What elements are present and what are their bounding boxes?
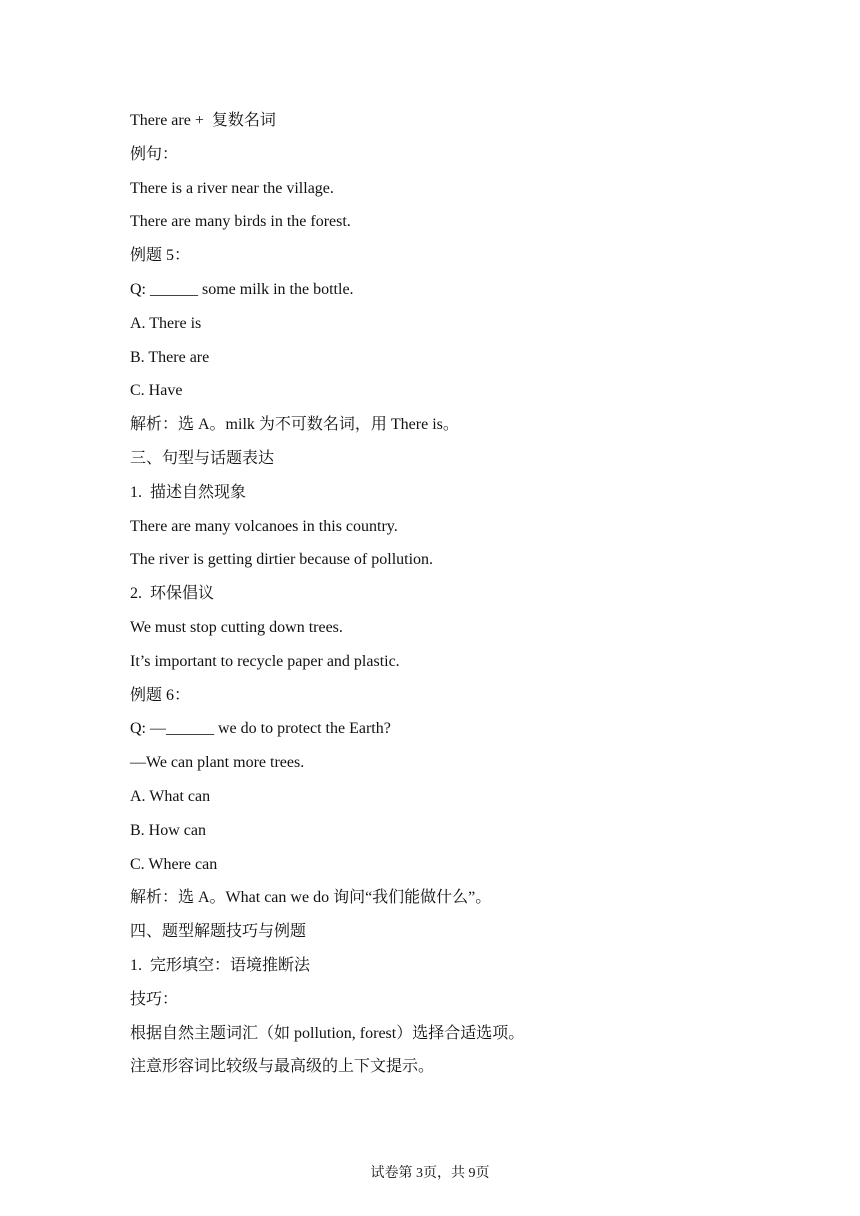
dialogue-response: —We can plant more trees. bbox=[130, 754, 305, 772]
example-sentence: There are many volcanoes in this country. bbox=[130, 517, 398, 535]
page-number-footer: 试卷第 3页，共 9页 bbox=[370, 1166, 490, 1181]
question-text: Q: —______ we do to protect the Earth? bbox=[130, 720, 391, 738]
tip-text: 根据自然主题词汇（如 pollution, forest）选择合适选项。 bbox=[130, 1024, 525, 1042]
answer-explanation: 解析：选 A。What can we do 询问“我们能做什么”。 bbox=[130, 889, 492, 907]
grammar-rule-there-are: There are + 复数名词 bbox=[130, 112, 276, 129]
tips-label: 技巧： bbox=[130, 990, 179, 1008]
answer-option: A. There is bbox=[130, 314, 202, 332]
section-heading: 四、题型解题技巧与例题 bbox=[130, 923, 307, 941]
answer-option: C. Where can bbox=[130, 855, 218, 873]
answer-option: B. There are bbox=[130, 348, 210, 366]
example-sentence: We must stop cutting down trees. bbox=[130, 618, 343, 636]
example-sentence: There are many birds in the forest. bbox=[130, 213, 351, 231]
example-question-6-heading: 例题 6： bbox=[130, 686, 191, 704]
question-text: Q: ______ some milk in the bottle. bbox=[130, 280, 354, 298]
document-body bbox=[130, 109, 770, 1089]
answer-option: A. What can bbox=[130, 787, 211, 805]
answer-option: C. Have bbox=[130, 382, 183, 400]
subsection-heading: 2. 环保倡议 bbox=[130, 585, 215, 603]
example-sentence: There is a river near the village. bbox=[130, 179, 334, 197]
example-sentence: It’s important to recycle paper and plastic. bbox=[130, 652, 400, 670]
answer-explanation: 解析：选 A。milk 为不可数名词，用 There is。 bbox=[130, 416, 459, 434]
section-heading: 三、句型与话题表达 bbox=[130, 449, 275, 467]
subsection-heading: 1. 描述自然现象 bbox=[130, 483, 247, 501]
example-sentence: The river is getting dirtier because of pollution. bbox=[130, 551, 434, 569]
subsection-heading: 1. 完形填空：语境推断法 bbox=[130, 956, 311, 974]
tip-text: 注意形容词比较级与最高级的上下文提示。 bbox=[130, 1058, 435, 1076]
example-question-5-heading: 例题 5： bbox=[130, 247, 191, 265]
example-sentences-label: 例句： bbox=[130, 145, 179, 163]
answer-option: B. How can bbox=[130, 821, 206, 839]
